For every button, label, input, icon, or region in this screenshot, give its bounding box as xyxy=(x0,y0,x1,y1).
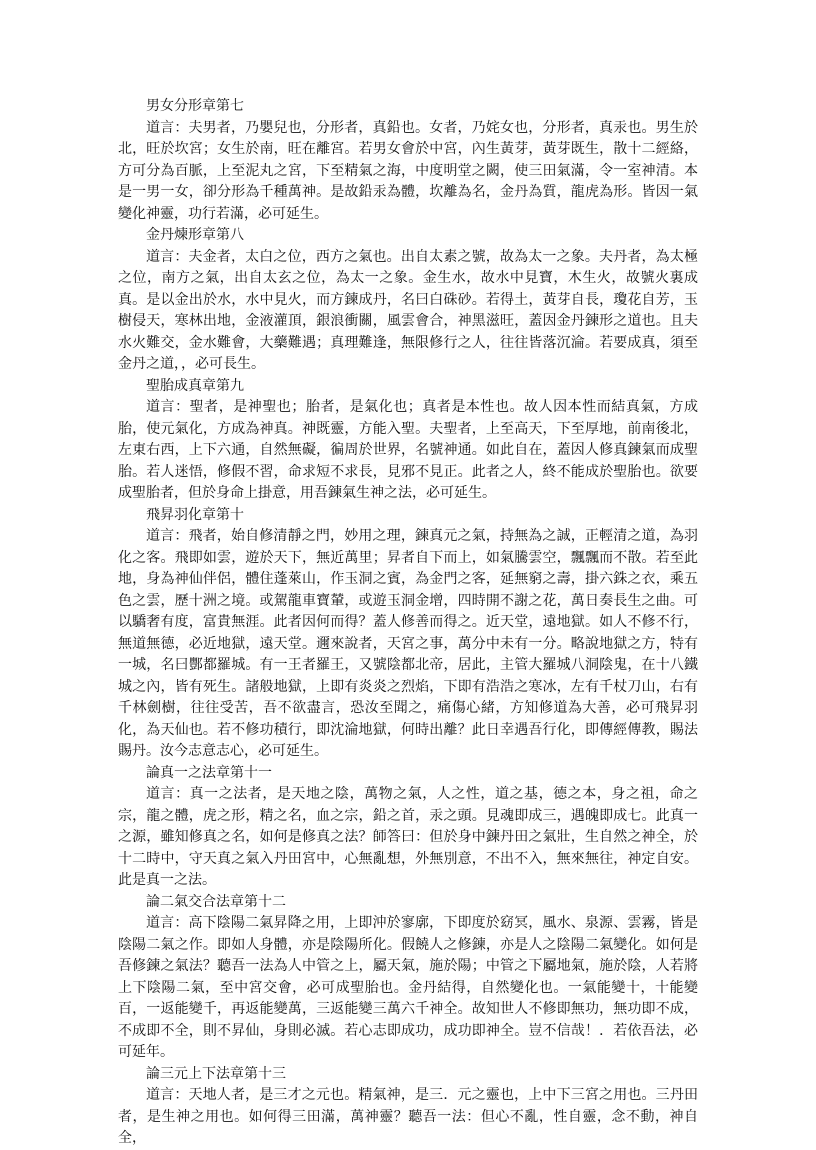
chapter-title-7: 男女分形章第七 xyxy=(146,98,244,114)
chapter-title-12: 論二氣交合法章第十二 xyxy=(146,893,286,910)
chapter-body-11: 道言：真一之法者，是天地之陰，萬物之氣，人之性，道之基，德之本，身之祖，命之宗，龍之體，虎之形，精之名，血之宗，鉛之首，汞之頭。見魂即成三，遇魄即成七。此真一之源，雖知修真之名，如何是修真之法？師答曰：但於身中鍊丹田之氣壯，生自然之神全，於十二時中，守天真之氣入丹田宮中，心無亂想，外無別意，不出不入，無來無往，神定自安。此是真一之法。 xyxy=(118,786,698,888)
chapter-title-10: 飛昇羽化章第十 xyxy=(146,506,244,523)
chapter-body-10: 道言：飛者，始自修清靜之門，妙用之理，鍊真元之氣，持無為之誠，正輕清之道，為羽化之客。飛即如雲，遊於天下，無近萬里；昇者自下而上，如氣騰雲空，飄飄而不散。若至此地，身為神仙伴侶，體住蓬萊山，作玉洞之賓，為金門之客，延無窮之壽，掛六銖之衣，乘五色之雲，歷十洲之境。或駕龍車寶輦，或遊玉洞金增，四時開不謝之花，萬日奏長生之曲。可以驕奢有度，富貴無涯。此者因何而得？蓋人修善而得之。近天堂，遠地獄。如人不修不行，無道無德，必近地獄，遠天堂。邇來說者，天宮之事，萬分中未有一分。略說地獄之方，特有一城，名曰酆都羅城。有一王者羅王，又號陰都北帝，居此，主管大羅城八洞陰鬼，在十八鐵城之內，皆有死生。諸般地獄，上即有炎炎之烈焰，下即有浩浩之寒冰，左有千杖刀山，右有千林劍樹，往往受苦，吾不欲盡言，恐汝至聞之，痛傷心緒，方知修道為大善，必可飛昇羽化，為天仙也。若不修功積行，即沈淪地獄，何時出離？此日幸遇吾行化，即傳經傳教，賜法賜丹。汝今志意志心，必可延生。 xyxy=(118,528,698,759)
chapter-body-8: 道言：夫金者，太白之位，西方之氣也。出自太素之號，故為太一之象。夫丹者，為太極之位，南方之氣，出自太玄之位，為太一之象。金生水，故水中見寶，木生火，故號火裏成真。是以金出於水，水中見火，而方鍊成丹，名曰白硃砂。若得土，黃芽自長，瓊花自芳，玉樹侵天，寒林出地，金液灌頂，銀浪衝關，風雲會合，神黑滋旺，蓋因金丹鍊形之道也。且夫水火難交，金水難會，大藥難遇；真理難逢，無限修行之人，往往皆落沉淪。若要成真，須至金丹之道，，必可長生。 xyxy=(118,248,698,372)
chapter-body-13: 道言：天地人者，是三才之元也。精氣神，是三．元之靈也，上中下三宮之用也。三丹田者，是生神之用也。如何得三田滿，萬神靈？聽吾一法：但心不亂，性自靈，念不動，神自全， xyxy=(118,1087,698,1146)
chapter-title-13: 論三元上下法章第十三 xyxy=(146,1065,286,1082)
chapter-body-9: 道言：聖者，是神聖也；胎者，是氣化也；真者是本性也。故人因本性而結真氣，方成胎，使元氣化，方成為神真。神既靈，方能入聖。夫聖者，上至高天，下至厚地，前南後北，左東右西，上下六通，自然無礙，徧周於世界，名號神通。如此自在，蓋因人修真鍊氣而成聖胎。若人迷悟，修假不習，命求短不求長，見邪不見正。此者之人，終不能成於聖胎也。欲要成聖胎者，但於身命上掛意，用吾鍊氣生神之法，必可延生。 xyxy=(118,399,698,501)
chapter-title-9: 聖胎成真章第九 xyxy=(146,377,244,394)
chapter-title-8: 金丹煉形章第八 xyxy=(146,227,244,243)
chapter-title-11: 論真一之法章第十一 xyxy=(146,764,272,781)
chapter-body-12: 道言：高下陰陽二氣昇降之用，上即沖於寥廓，下即度於窈冥，風水、泉源、雲霧，皆是陰陽二氣之作。即如人身體，亦是陰陽所化。假饒人之修鍊，亦是人之陰陽二氣變化。如何是吾修鍊之氣法？聽吾一法為人中管之上，屬天氣，施於陽；中管之下屬地氣，施於陰，人若將上下陰陽二氣，至中宮交會，必可成聖胎也。金丹結得，自然變化也。一氣能變十，十能變百，一返能變千，再返能變萬，三返能變三萬六千神全。故知世人不修即無功，無功即不成，不成即不全，則不昇仙，身則必滅。若心志即成功，成功即神全。豈不信哉！．若依吾法，必可延年。 xyxy=(118,915,698,1060)
document-page xyxy=(118,96,698,1150)
chapter-body-7: 道言：夫男者，乃嬰兒也，分形者，真鉛也。女者，乃姹女也，分形者，真汞也。男生於北，旺於坎宮；女生於南，旺在離宮。若男女會於中宮，內生黃芽，黃芽既生，散十二經絡，方可分為百脈，上至泥丸之宮，下至精氣之海，中度明堂之闕，使三田氣滿，令一室神清。本是一男一女，卻分形為千種萬神。是故鉛汞為體，坎離為名，金丹為質，龍虎為形。皆因一氣變化神靈，功行若滿，必可延生。 xyxy=(118,119,698,222)
